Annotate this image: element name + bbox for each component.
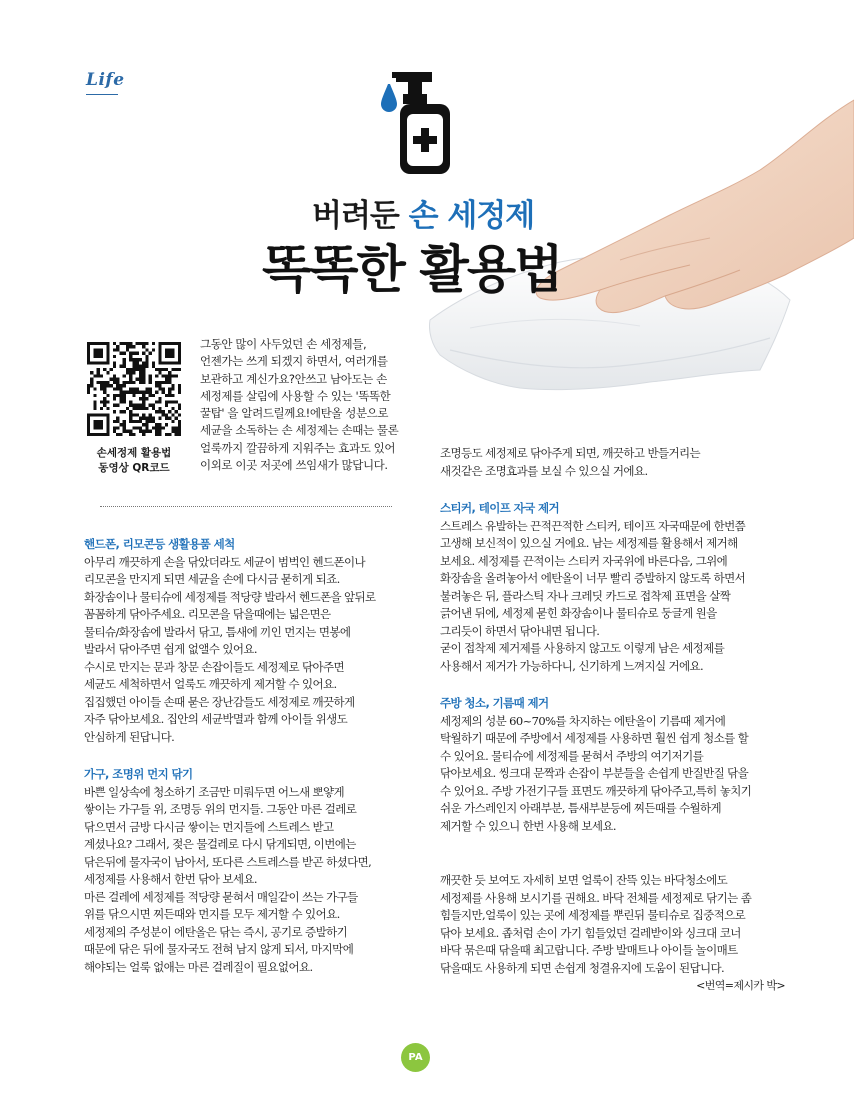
body-line: 물티슈/화장솜에 발라서 닦고, 틈새에 끼인 먼지는 면봉에 [84,624,351,639]
qr-code[interactable] [87,341,181,437]
translator-credit: <번역=제시카 박> [696,979,785,992]
page-title: 똑똑한 활용법 [262,241,562,300]
body-line: 위를 닦으시면 찌든때와 먼지를 모두 제거할 수 있어요. [84,907,340,921]
section-heading: 스티커, 테이프 자국 제거 [440,501,560,515]
body-line: 보세요. 세정제를 끈적이는 스티커 자국위에 바른다음, 그위에 [440,553,728,568]
body-line: 닦아 보세요. 좁처럼 손이 가기 힘들었던 걸레받이와 싱크대 코너 [440,925,741,940]
body-line: 힘들지만,얼룩이 있는 곳에 세정제를 뿌린뒤 물티슈로 집중적으로 [440,908,746,922]
body-line: 세정제의 주성분이 에탄올은 닦는 즉시, 공기로 증발하기 [84,924,348,939]
intro-line: 보관하고 계신가요?안쓰고 남아도는 손 [200,371,387,386]
body-line: 스트레스 유발하는 끈적끈적한 스티커, 테이프 자국때문에 한번쯤 [440,518,746,533]
left-column [84,536,414,976]
hand [536,100,854,313]
body-line: 탁월하기 때문에 주방에서 세정제를 사용하면 훨씬 쉽게 청소를 할 [440,731,749,745]
body-line: 아무리 깨끗하게 손을 닦았더라도 세균이 범벅인 헨드폰이나 [84,554,366,569]
body-line: 자주 닦아보세요. 집안의 세균박멸과 함께 아이들 위생도 [84,712,348,726]
subtitle-part: 버려둔 [312,198,409,234]
body-line: 마른 걸레에 세정제를 적당량 묻혀서 매일같이 쓰는 가구들 [84,889,358,904]
body-line: 해야되는 얼룩 없애는 마른 걸레질이 필요없어요. [84,959,313,974]
body-line: 닦은뒤에 물자국이 남아서, 또다른 스트레스를 받곤 하셨다면, [84,854,372,869]
body-line: 발라서 닦아주면 쉽게 없앨수 있어요. [84,642,257,656]
intro-line: 꿀탑' 을 알려드릴께요!에탄올 성분으로 [200,406,389,421]
body-line: 집집했던 아이들 손때 묻은 장난감들도 세정제로 깨끗하게 [84,694,355,709]
body-line: 닦을때도 사용하게 되면 손쉽게 청결유지에 도움이 된답니다. [440,960,725,975]
section-heading: 핸드폰, 리모콘등 생활용품 세척 [84,537,235,551]
intro-line: 얼룩까지 깔끔하게 지워주는 효과도 있어 [200,440,396,455]
body-line: 세정제를 사용해 보시기를 권해요. 바닥 전체를 세정제로 닦기는 좀 [440,890,752,905]
qr-caption-line: 동영상 QR코드 [98,462,170,474]
body-line: 수 있어요. 물티슈에 세정제를 묻혀서 주방의 여기저기를 [440,748,704,763]
qr-caption [78,446,190,476]
body-line: 수 있어요. 주방 가전기구들 표면도 깨끗하게 닦아주고,특히 놓치기 [440,783,752,798]
body-line: 쌓이는 가구들 위, 조명등 위의 먼지들. 그동안 마른 걸레로 [84,802,357,816]
body-line: 리모콘을 만지게 되면 세균을 손에 다시금 묻히게 되죠. [84,572,340,586]
intro-line: 언젠가는 쓰게 되겠지 하면서, 여러개를 [200,354,388,369]
body-line: 사용해서 제거가 가능하다니, 신기하게 느껴지실 거에요. [440,658,704,673]
body-line: 때문에 닦은 뒤에 물자국도 전혀 남지 않게 되서, 마지막에 [84,942,354,956]
body-line: 새것같은 조명효과를 보실 수 있으실 거에요. [440,463,648,478]
section-tag: Life [86,70,125,90]
intro-line: 이외로 이곳 저곳에 쓰임새가 많답니다. [200,458,388,473]
page-badge: PA [401,1043,430,1072]
dotted-divider [100,506,392,507]
body-line: 꼼꼼하게 닦아주세요. 리모콘을 닦을때에는 넓은면은 [84,607,331,621]
section-heading: 주방 청소, 기름때 제거 [440,696,549,710]
body-line: 조명등도 세정제로 닦아주게 되면, 깨끗하고 반들거리는 [440,446,701,460]
intro-text [200,336,410,474]
body-line: 세정제를 사용해서 한번 닦아 보세요. [84,872,257,886]
intro-line: 그동안 많이 사두었던 손 세정제들, [200,337,367,351]
body-line: 수시로 만지는 문과 창문 손잡이들도 세정제로 닦아주면 [84,659,345,674]
body-line: 닦아보세요. 씽크대 문짝과 손잡이 부분들을 손쉽게 반질반질 닦을 [440,766,749,780]
body-line: 바쁜 일상속에 청소하기 조금만 미뤄두면 어느새 뽀얗게 [84,784,345,799]
right-column [440,445,785,995]
body-line: 세균도 세척하면서 얼룩도 깨끗하게 제거할 수 있어요. [84,677,337,691]
body-line: 닦으면서 금방 다시금 쌓이는 먼지들에 스트레스 받고 [84,819,334,834]
body-line: 긁어낸 뒤에, 세정제 묻힌 화장솜이나 물티슈로 둥글게 원을 [440,606,717,620]
body-line: 화장솜이나 물티슈에 세정제를 적당량 발라서 헨드폰을 앞뒤로 [84,589,376,604]
body-line: 불려놓은 뒤, 플라스틱 자나 크레딧 카드로 접착제 표면을 살짝 [440,588,731,603]
body-line: 세정제의 성분 60~70%를 차지하는 에탄올이 기름때 제거에 [440,713,726,728]
subtitle-highlight: 손 세정제 [408,198,535,234]
body-line: 바닥 묶은때 닦을때 최고랍니다. 주방 발매트나 아이들 놀이매트 [440,943,738,957]
intro-line: 세균을 소독하는 손 세정제는 손때는 물론 [200,423,399,438]
body-line: 제거할 수 있으니 한번 사용해 보세요. [440,818,616,833]
body-line: 쉬운 가스레인지 아래부분, 틈새부분등에 찌든때를 수월하게 [440,801,722,815]
body-line: 그리듯이 하면서 닦아내면 됩니다. [440,623,600,638]
sanitizer-bottle-icon [381,72,450,174]
body-line: 계셨나요? 그래서, 젖은 물걸레로 다시 닦게되면, 이번에는 [84,837,356,851]
section-tag-underline [86,94,118,95]
body-line: 깨끗한 듯 보여도 자세히 보면 얼룩이 잔뜩 있는 바닥청소에도 [440,873,728,887]
body-line: 고생해 보신적이 있으실 거에요. 남는 세정제를 활용해서 제거해 [440,536,738,550]
body-line: 안심하게 된답니다. [84,729,175,744]
body-line: 화장솜을 올려놓아서 에탄올이 너무 빨리 증발하지 않도록 하면서 [440,571,746,585]
intro-line: 세정제를 살림에 사용할 수 있는 '똑똑한 [200,388,391,403]
qr-caption-line: 손세정제 활용법 [96,447,172,459]
body-line: 굳이 접착제 제거제를 사용하지 않고도 이렇게 남은 세정제를 [440,641,725,655]
section-heading: 가구, 조명위 먼지 닦기 [84,767,193,781]
